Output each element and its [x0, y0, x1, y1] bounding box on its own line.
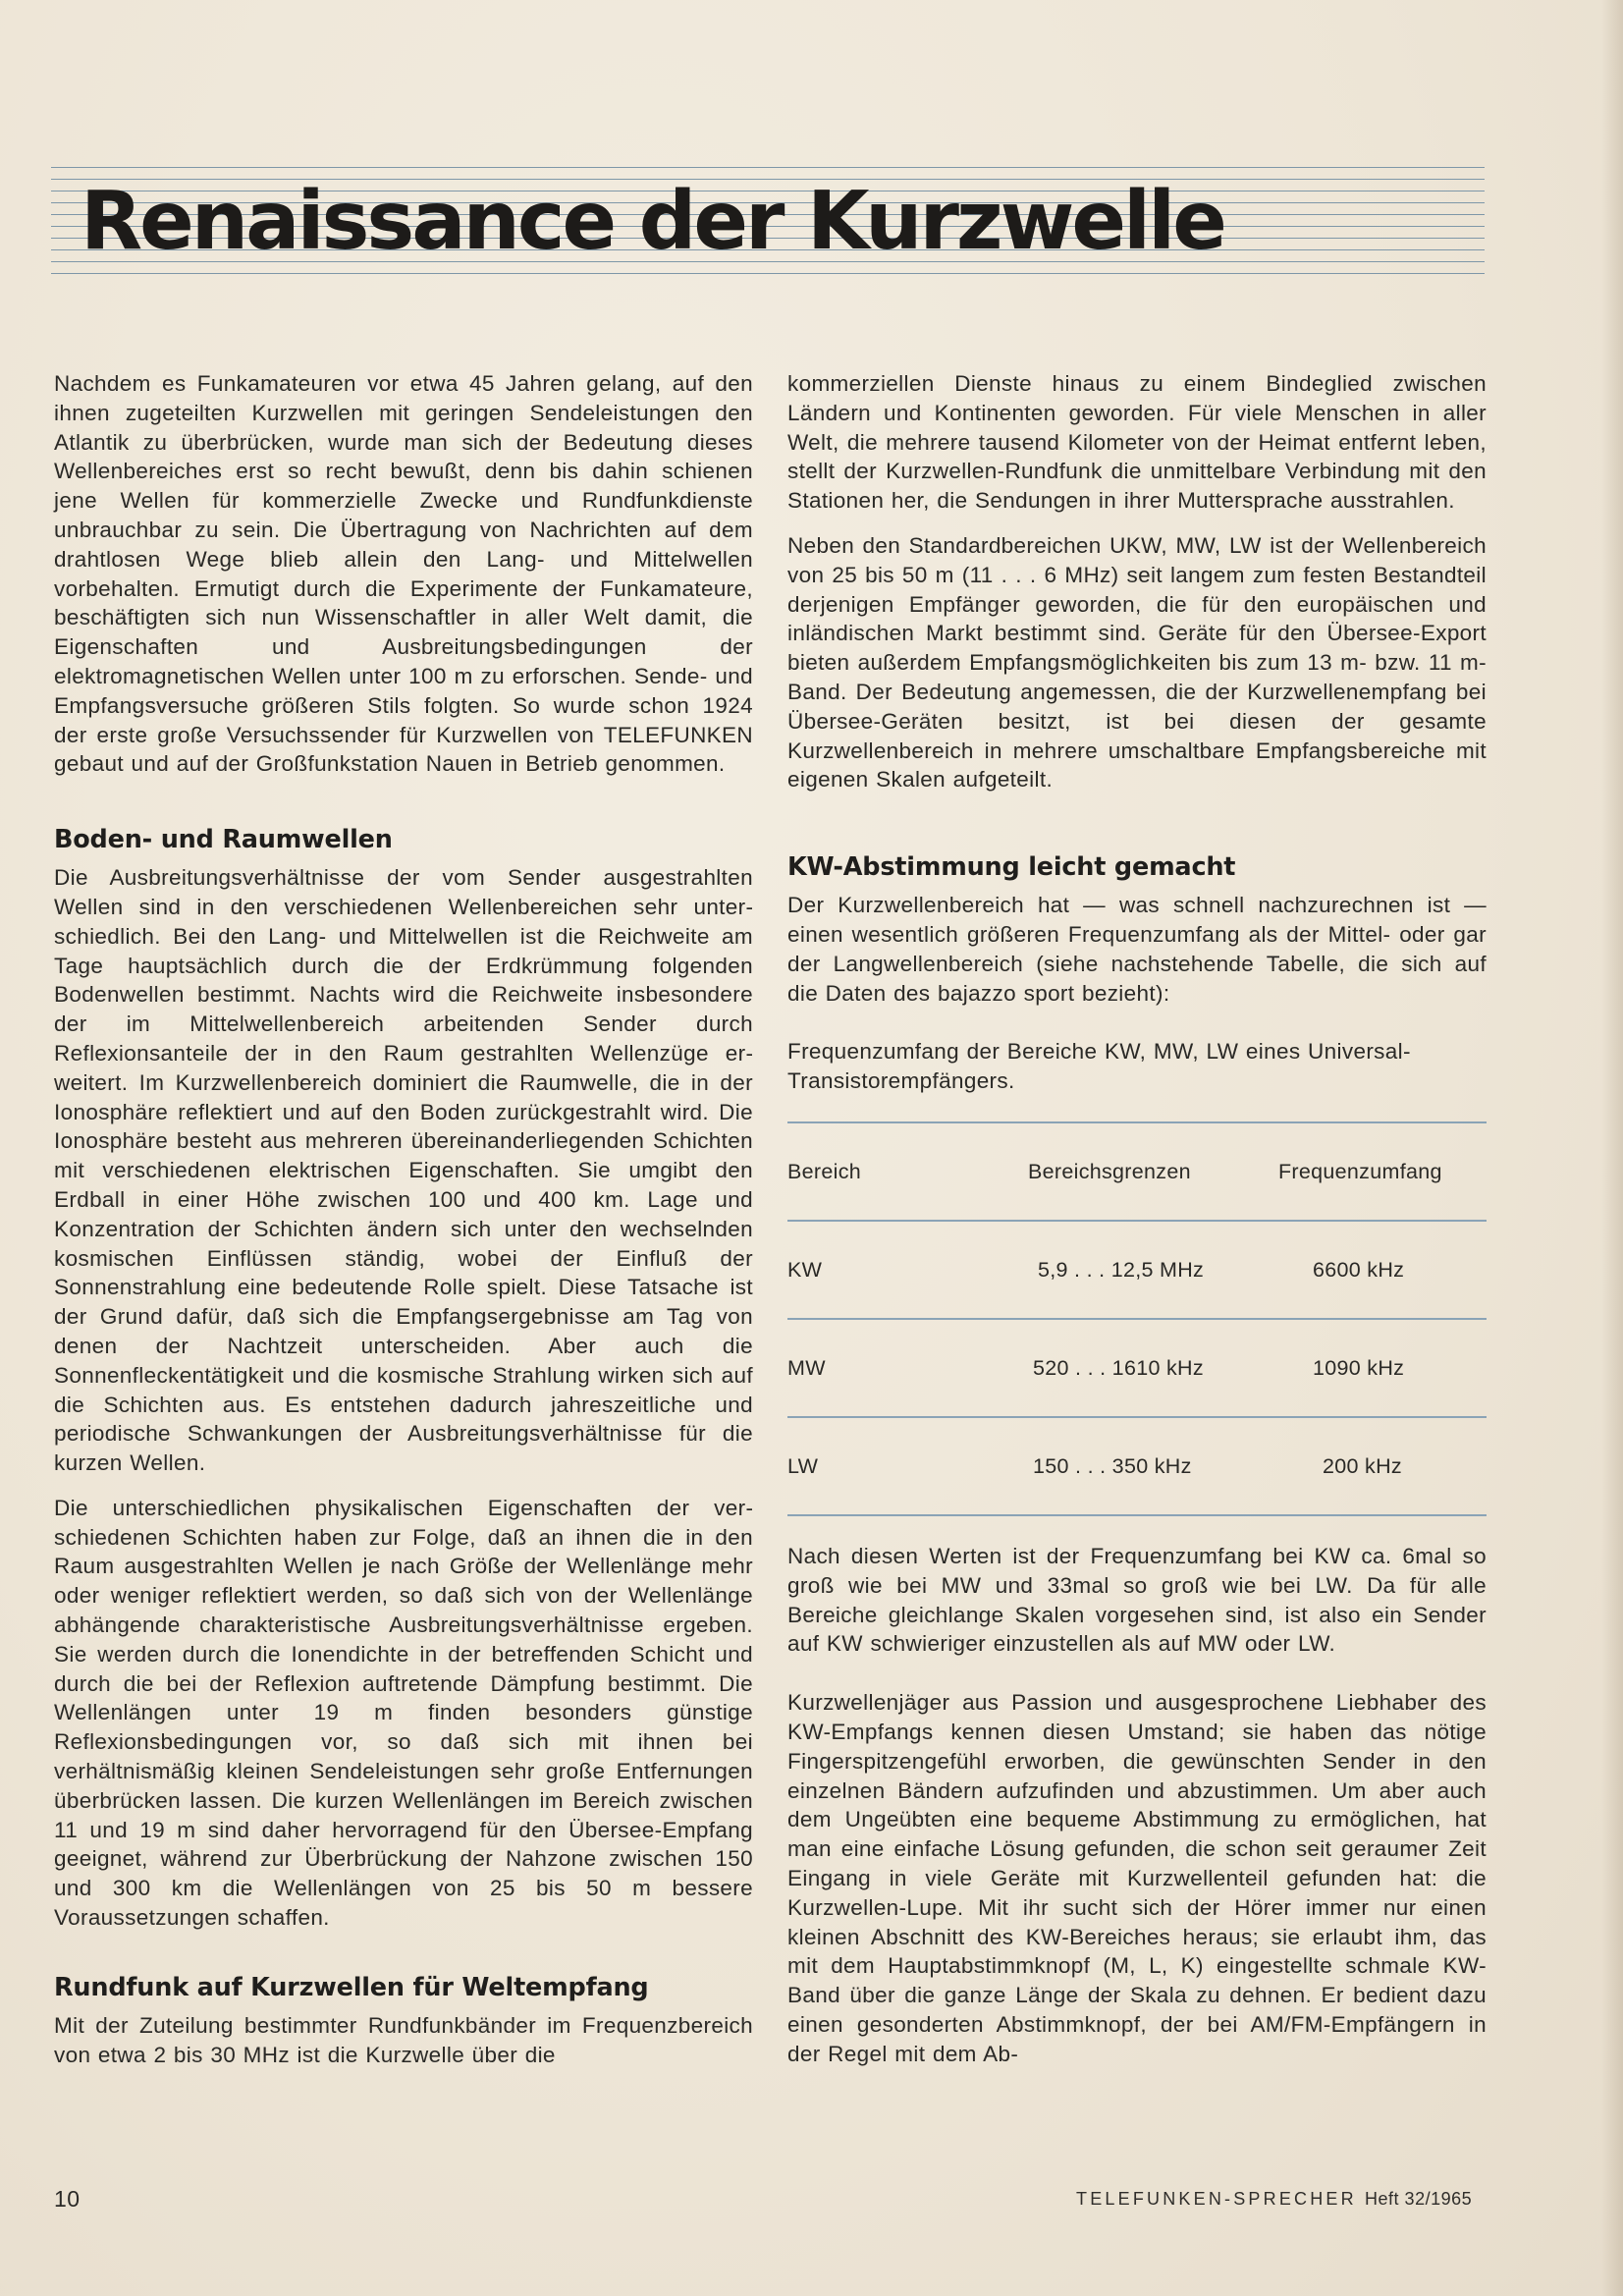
paragraph-kw: Der Kurzwellenbereich hat — was schnell nachzurechnen ist — einen wesentlich größeren Frequenzumfang als der Mittel- oder gar der Langwellenbereich (siehe nachstehende Tabelle, die sich auf die Daten des bajazzo sport bezieht):	[787, 893, 1487, 1006]
heading-kw-abstimmung: KW-Abstimmung leicht gemacht	[787, 852, 1236, 883]
page-title: Renaissance der Kurzwelle	[81, 175, 1224, 268]
table-cell-umfang: 6600 kHz	[1313, 1257, 1405, 1282]
paragraph-continuation: kommerziellen Dienste hinaus zu einem Bindeglied zwischen Ländern und Kontinenten geworden. Für viele Menschen in aller Welt, die mehrere tausend Kilometer von der Heimat entfernt leben, stellt der Kurzwellen-Rundfunk die unmittelbare Verbindung mit den Stationen her, die Sendungen in ihrer Muttersprache ausstrahlen.	[787, 371, 1487, 514]
table-cell-grenzen: 5,9 . . . 12,5 MHz	[1038, 1257, 1205, 1282]
title-band	[51, 167, 1485, 275]
paragraph-boden: Die Ausbreitungsverhältnisse der vom Sender ausgestrahlten Wellen sind in den verschiedenen Wellenbereichen sehr unterschiedlich. Bei den Lang- und Mittelwellen ist die Reichweite am Tage hauptsächlich durch die der Erdkrümmung folgenden Bodenwellen bestimmt. Nachts wird die Reichweite insbesondere der im Mittelwellenbereich arbeitenden Sender durch Reflexionsanteile der in den Raum gestrahlten Wellenzüge erweitert. Im Kurzwellenbereich dominiert die Raumwelle, die in der Ionosphäre reflektiert und auf den Boden zurückgestrahlt wird. Die Ionosphäre besteht aus mehreren übereinanderliegenden Schichten mit verschiedenen elektrischen Eigenschaften. Sie umgibt den Erdball in einer Höhe zwischen 100 und 400 km. Lage und Konzentration der Schichten ändern sich unter den wechselnden kosmischen Einflüssen ständig, wobei der Einfluß der Sonnenstrahlung eine bedeutende Rolle spielt. Diese Tatsache ist der Grund dafür, daß sich die Empfangsergebnisse am Tag von denen der Nachtzeit unterscheiden. Aber auch die Sonnenfleckentätigkeit und die kosmische Strahlung wirken sich auf die Schichten aus. Es entstehen dadurch jahreszeitliche und periodische Schwankungen der Ausbreitungsverhältnisse für die kurzen Wellen.	[54, 865, 753, 1476]
table-rule	[787, 1514, 1487, 1516]
footer-publication	[1076, 2189, 1472, 2210]
table-header-row	[787, 1123, 1487, 1220]
issue-number: Heft 32/1965	[1365, 2189, 1473, 2209]
table-cell-bereich: LW	[787, 1453, 819, 1478]
table-header-umfang: Frequenzumfang	[1278, 1159, 1442, 1183]
paragraph-werte: Nach diesen Werten ist der Frequenzumfang bei KW ca. 6mal so groß wie bei MW und 33mal so groß wie bei LW. Da für alle Bereiche gleichlange Skalen vorgesehen sind, ist also ein Sender auf KW schwieriger einzustellen als auf MW oder LW.	[787, 1543, 1487, 1657]
table-row	[787, 1418, 1487, 1514]
page-number: 10	[54, 2186, 81, 2212]
table-cell-grenzen: 520 . . . 1610 kHz	[1033, 1355, 1204, 1380]
paragraph-standardbereiche: Neben den Standardbereichen UKW, MW, LW ist der Wellenbereich von 25 bis 50 m (11 . . . 6 MHz) seit langem zum festen Bestandteil derjenigen Empfänger geworden, die für den europäischen und inländischen Markt bestimmt sind. Geräte für den Übersee-Export bieten außerdem Empfangsmöglichkeiten bis zum 13 m- bzw. 11 m-Band. Der Bedeutung angemessen, die der Kurzwellenempfang bei Übersee-Geräten besitzt, ist bei diesen der gesamte Kurzwellenbereich in mehrere umschaltbare Empfangsbereiche mit eigenen Skalen aufgeteilt.	[787, 532, 1487, 793]
table-row	[787, 1222, 1487, 1318]
table-cell-grenzen: 150 . . . 350 kHz	[1033, 1453, 1192, 1478]
page-edge-shadow	[1601, 0, 1623, 2296]
left-column	[54, 369, 753, 2069]
table-caption: Frequenzumfang der Bereiche KW, MW, LW eines Universal-Transistorempfängers.	[787, 1039, 1411, 1094]
intro-paragraph: Nachdem es Funkamateuren vor etwa 45 Jahren gelang, auf den ihnen zugeteilten Kurzwellen mit geringen Sendeleistungen den Atlantik zu überbrücken, wurde man sich der Bedeutung dieses Wellenbereiches erst so recht bewußt, denn bis dahin schienen jene Wellen für kommerzielle Zwecke und Rundfunkdienste unbrauchbar zu sein. Die Übertragung von Nachrichten auf dem drahtlosen Wege blieb allein den Lang- und Mittelwellen vorbehalten. Ermutigt durch die Experimente der Funkamateure, beschäftigten sich nun Wissenschaftler in aller Welt damit, die Eigenschaften und Ausbreitungsbedingungen der elektromagnetischen Wellen unter 100 m zu erforschen. Sende- und Empfangsversuche größeren Stils folgten. So wurde schon 1924 der erste große Versuchssender für Kurzwellen von TELEFUNKEN gebaut und auf der Großfunkstation Nauen in Betrieb genommen.	[54, 371, 753, 777]
heading-rundfunk: Rundfunk auf Kurzwellen für Weltempfang	[54, 1972, 649, 2002]
paragraph-eigenschaften: Die unterschiedlichen physikalischen Eigenschaften der verschiedenen Schichten haben zur Folge, daß an ihnen die in den Raum ausgestrahlten Wellen je nach Größe der Wellenlänge mehr oder weniger reflektiert werden, so daß sich von der Wellenlänge abhängende charakteristische Ausbreitungsverhältnisse ergeben. Sie werden durch die Ionendichte in der betreffenden Schicht und durch die bei der Reflexion auftretende Dämpfung bestimmt. Die Wellenlängen unter 19 m finden besonders günstige Reflexionsbedingungen vor, so daß sich mit ihnen bei verhältnismäßig kleinen Sendeleistungen sehr große Entfernungen überbrücken lassen. Die kurzen Wellenlängen im Bereich zwischen 11 und 19 m sind daher hervorragend für den Übersee-Empfang geeignet, während zur Überbrückung der Nahzone zwischen 150 und 300 km die Wellenlängen von 25 bis 50 m bessere Voraussetzungen schaffen.	[54, 1495, 753, 1931]
table-header-bereich: Bereich	[787, 1159, 861, 1183]
paragraph-rundfunk: Mit der Zuteilung bestimmter Rundfunkbänder im Frequenzbereich von etwa 2 bis 30 MHz ist die Kurzwelle über die	[54, 2012, 753, 2067]
table-cell-bereich: KW	[787, 1257, 823, 1282]
table-cell-umfang: 200 kHz	[1323, 1453, 1402, 1478]
table-cell-bereich: MW	[787, 1355, 826, 1380]
table-cell-umfang: 1090 kHz	[1313, 1355, 1405, 1380]
table-header-grenzen: Bereichsgrenzen	[1028, 1159, 1191, 1183]
paragraph-kurzwellenjaeger: Kurzwellenjäger aus Passion und ausgesprochene Liebhaber des KW-Empfangs kennen diesen Umstand; sie haben das nötige Fingerspitzengefühl erworben, die gewünschten Sender in den einzelnen Bändern aufzufinden und abzustimmen. Um aber auch dem Ungeübten eine bequeme Abstimmung zu ermöglichen, hat man eine einfache Lösung gefunden, die schon seit geraumer Zeit Eingang in viele Geräte mit Kurzwellenteil gefunden hat: die Kurzwellen-Lupe. Mit ihr sucht sich der Hörer immer nur einen kleinen Abschnitt des KW-Bereiches heraus; sie erlaubt ihm, das mit dem Hauptabstimmknopf (M, L, K) eingestellte schmale KW-Band über die ganze Länge der Skala zu dehnen. Er bedient dazu einen gesonderten Abstimmknopf, der bei AM/FM-Empfängern in der Regel mit dem Ab-	[787, 1690, 1487, 2066]
right-column	[787, 369, 1487, 2068]
heading-boden-raumwellen: Boden- und Raumwellen	[54, 825, 393, 855]
frequency-table	[787, 1121, 1487, 1516]
publication-name: TELEFUNKEN-SPRECHER	[1076, 2189, 1357, 2209]
table-row	[787, 1320, 1487, 1416]
